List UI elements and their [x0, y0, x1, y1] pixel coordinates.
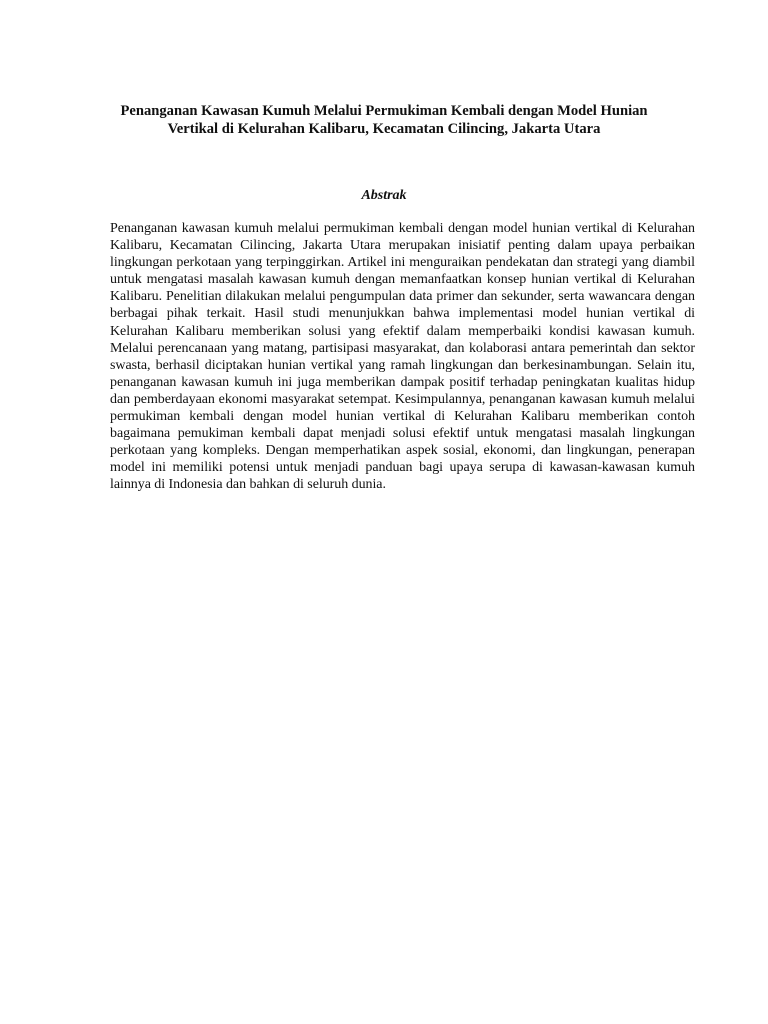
- abstract-paragraph: Penanganan kawasan kumuh melalui permukiman kembali dengan model hunian vertikal di Kelurahan Kalibaru, Kecamatan Cilincing, Jakarta Utara merupakan inisiatif penting dalam upaya perbaikan lingkungan perkotaan yang terpinggirkan. Artikel ini menguraikan pendekatan dan strategi yang diambil untuk mengatasi masalah kawasan kumuh dengan memanfaatkan konsep hunian vertikal di Kelurahan Kalibaru. Penelitian dilakukan melalui pengumpulan data primer dan sekunder, serta wawancara dengan berbagai pihak terkait. Hasil studi menunjukkan bahwa implementasi model hunian vertikal di Kelurahan Kalibaru memberikan solusi yang efektif dalam memperbaiki kondisi kawasan kumuh. Melalui perencanaan yang matang, partisipasi masyarakat, dan kolaborasi antara pemerintah dan sektor swasta, berhasil diciptakan hunian vertikal yang ramah lingkungan dan berkesinambungan. Selain itu, penanganan kawasan kumuh ini juga memberikan dampak positif terhadap peningkatan kualitas hidup dan pemberdayaan ekonomi masyarakat setempat. Kesimpulannya, penanganan kawasan kumuh melalui permukiman kembali dengan model hunian vertikal di Kelurahan Kalibaru memberikan contoh bagaimana pemukiman kembali dapat menjadi solusi efektif untuk mengatasi masalah lingkungan perkotaan yang kompleks. Dengan memperhatikan aspek sosial, ekonomi, dan lingkungan, penerapan model ini memiliki potensi untuk menjadi panduan bagi upaya serupa di kawasan-kawasan kumuh lainnya di Indonesia dan bahkan di seluruh dunia.: [110, 221, 695, 493]
- document-title-line-1: Penanganan Kawasan Kumuh Melalui Permukiman Kembali dengan Model Hunian: [120, 103, 648, 119]
- abstract-heading: Abstrak: [361, 188, 407, 203]
- document-title-line-2: Vertikal di Kelurahan Kalibaru, Kecamatan Cilincing, Jakarta Utara: [167, 121, 601, 137]
- document-title: [100, 102, 668, 138]
